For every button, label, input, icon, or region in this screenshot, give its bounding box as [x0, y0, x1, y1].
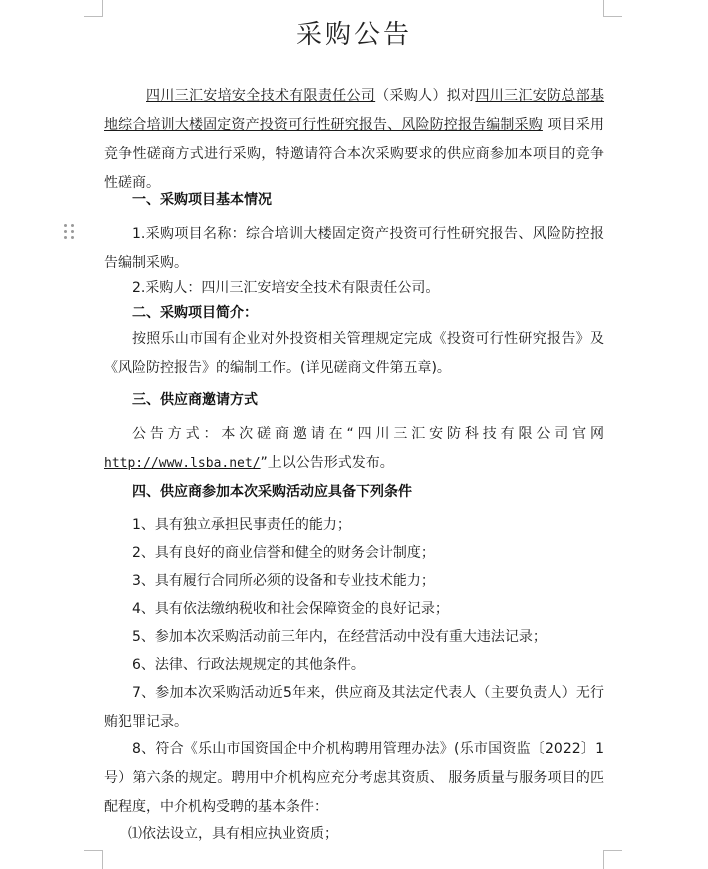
drag-handle-icon[interactable] [64, 224, 76, 240]
list-item: 1、具有独立承担民事责任的能力； [132, 517, 351, 533]
paragraph: 2.采购人：四川三汇安培安全技术有限责任公司。 [132, 280, 440, 296]
list-item: 8、符合《乐山市国资国企中介机构聘用管理办法》(乐市国资监〔2022〕1号）第六条的规定。聘用中介机构应充分考虑其资质、 服务质量与服务项目的匹配程度，中介机构受聘的基本条件： [104, 741, 604, 815]
intro-paragraph [104, 82, 604, 198]
page-corner-mark [84, 850, 103, 869]
list-item: 5、参加本次采购活动前三年内，在经营活动中没有重大违法记录； [132, 629, 547, 645]
list-subitem: ⑴依法设立，具有相应执业资质； [128, 826, 338, 842]
purchaser-name: 四川三汇安培安全技术有限责任公司 [146, 88, 376, 104]
intro-rest: 项目采用竞争性磋商方式进行采购，特邀请符合本次采购要求的供应商参加本项目的竞争性磋商。 [104, 117, 605, 191]
paragraph: 按照乐山市国有企业对外投资相关管理规定完成《投资可行性研究报告》及《风险防控报告》的编制工作。(详见磋商文件第五章)。 [104, 331, 604, 376]
section-heading: 二、采购项目简介： [132, 305, 258, 321]
section-heading: 四、供应商参加本次采购活动应具备下列条件 [132, 484, 412, 500]
section-heading: 三、供应商邀请方式 [132, 392, 258, 408]
list-item: 2、具有良好的商业信誉和健全的财务会计制度； [132, 545, 435, 561]
announce-text: 公告方式：本次磋商邀请在“四川三汇安防科技有限公司官网 [132, 426, 604, 442]
purchaser-role: （采购人）拟对 [375, 88, 476, 104]
page-corner-mark [603, 850, 622, 869]
page-title: 采购公告 [295, 20, 412, 50]
section-heading: 一、采购项目基本情况 [132, 192, 272, 208]
project-name: 四川三汇安防总部基地综合培训大楼固定资产投资可行性研究报告、风险防控报告编制采购 [104, 88, 605, 133]
paragraph [104, 420, 604, 478]
paragraph: 1.采购项目名称：综合培训大楼固定资产投资可行性研究报告、风险防控报告编制采购。 [104, 226, 604, 271]
list-item: 3、具有履行合同所必须的设备和专业技术能力； [132, 573, 435, 589]
website-link[interactable]: http://www.lsba.net/ [104, 456, 261, 471]
list-item: 6、法律、行政法规规定的其他条件。 [132, 657, 365, 673]
list-item: 7、参加本次采购活动近5年来，供应商及其法定代表人（主要负责人）无行贿犯罪记录。 [104, 685, 604, 730]
list-item: 4、具有依法缴纳税收和社会保障资金的良好记录； [132, 601, 449, 617]
announce-text-end: ”上以公告形式发布。 [260, 455, 394, 471]
